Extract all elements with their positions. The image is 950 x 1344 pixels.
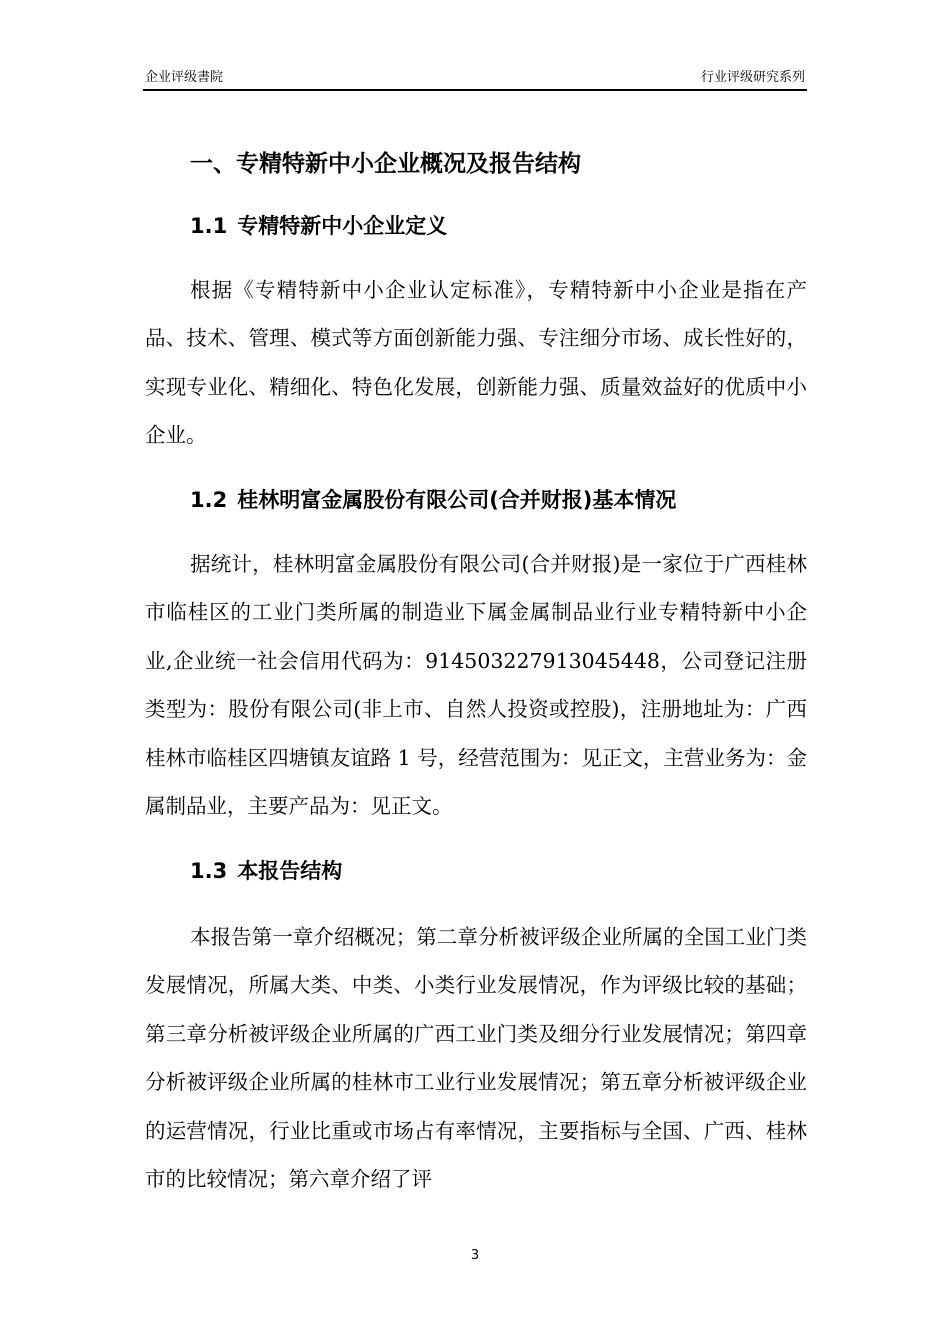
chapter-title: 一、专精特新中小企业概况及报告结构	[190, 151, 581, 177]
section-title: 本报告结构	[237, 859, 343, 883]
header-left-title: 企业评级書院	[145, 70, 224, 85]
section-paragraph-1-1: 根据《专精特新中小企业认定标准》，专精特新中小企业是指在产品、技术、管理、模式等方面创新能力强、专注细分市场、成长性好的，实现专业化、精细化、特色化发展，创新能力强、质量效益好的优质中小企业。	[145, 278, 807, 448]
section-title: 专精特新中小企业定义	[237, 214, 448, 238]
section-number: 1.1	[190, 214, 228, 238]
section-heading-1-2	[190, 484, 676, 516]
header-right-title: 行业评级研究系列	[700, 70, 805, 85]
section-number: 1.3	[190, 859, 228, 883]
header-divider	[143, 89, 807, 91]
section-heading-1-1	[190, 210, 447, 242]
section-number: 1.2	[190, 488, 228, 512]
section-title: 桂林明富金属股份有限公司(合并财报)基本情况	[237, 488, 677, 512]
page-number: 3	[470, 1248, 480, 1263]
section-heading-1-3	[190, 855, 342, 887]
section-paragraph-1-3: 本报告第一章介绍概况；第二章分析被评级企业所属的全国工业门类发展情况，所属大类、中类、小类行业发展情况，作为评级比较的基础；第三章分析被评级企业所属的广西工业门类及细分行业发展情况；第四章分析被评级企业所属的桂林市工业行业发展情况；第五章分析被评级企业的运营情况，行业比重或市场占有率情况，主要指标与全国、广西、桂林市的比较情况；第六章介绍了评	[145, 925, 807, 1192]
section-paragraph-1-2: 据统计，桂林明富金属股份有限公司(合并财报)是一家位于广西桂林市临桂区的工业门类所属的制造业下属金属制品业行业专精特新中小企业,企业统一社会信用代码为：914503227913045448，公司登记注册类型为：股份有限公司(非上市、自然人投资或控股)，注册地址为：广西桂林市临桂区四塘镇友谊路 1 号，经营范围为：见正文，主营业务为：金属制品业，主要产品为：见正文。	[145, 552, 807, 819]
